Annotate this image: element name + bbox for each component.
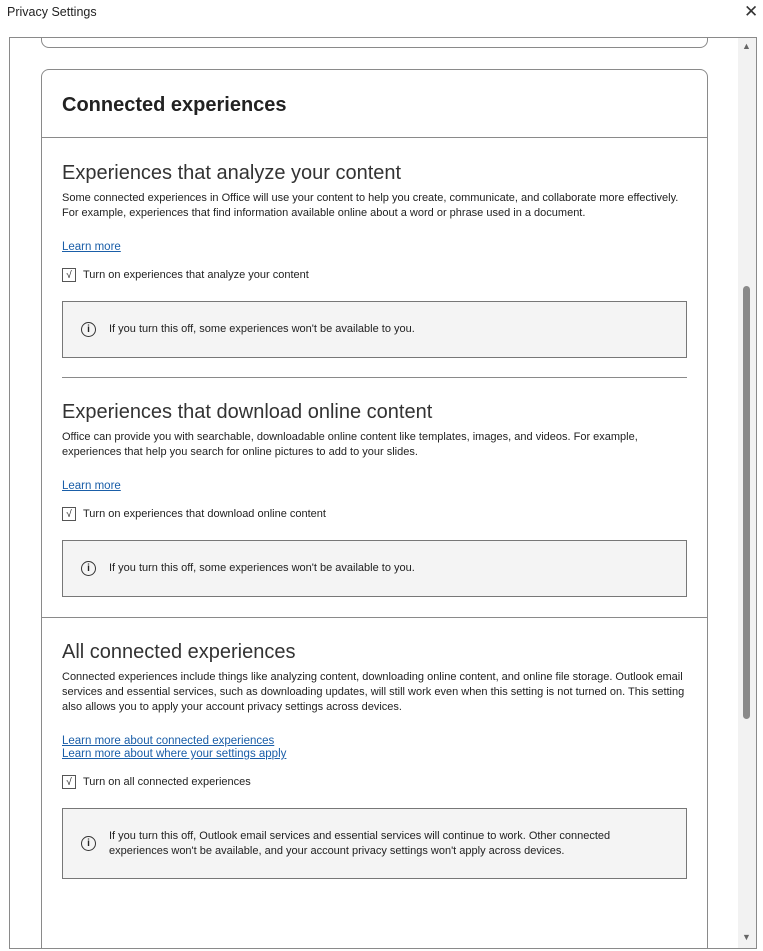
section-heading: Experiences that download online content <box>62 401 433 423</box>
analyze-content-checkbox[interactable] <box>62 268 687 282</box>
checkbox-label: Turn on all connected experiences <box>83 776 251 788</box>
vertical-scrollbar[interactable] <box>738 38 757 948</box>
scrollbar-thumb[interactable] <box>743 286 750 719</box>
settings-scroll-area <box>9 37 757 949</box>
divider <box>42 617 707 618</box>
window-title: Privacy Settings <box>7 5 97 19</box>
learn-more-settings-link[interactable]: Learn more about where your settings apply <box>62 748 287 760</box>
scroll-down-icon[interactable]: ▼ <box>742 932 751 942</box>
info-icon: i <box>81 561 96 576</box>
divider <box>62 377 687 378</box>
info-box <box>62 808 687 879</box>
all-connected-checkbox[interactable] <box>62 775 687 789</box>
info-icon: i <box>81 322 96 337</box>
checkbox-checked-icon[interactable]: √ <box>62 507 76 521</box>
checkbox-label: Turn on experiences that analyze your content <box>83 269 309 281</box>
info-icon: i <box>81 836 96 851</box>
connected-experiences-card <box>41 69 708 949</box>
section-body: Office can provide you with searchable, downloadable online content like templates, images, and videos. For example, experiences that help you search for online pictures to add to your slides. <box>62 431 638 458</box>
section-heading: Experiences that analyze your content <box>62 162 402 184</box>
section-download <box>42 401 707 597</box>
info-text: If you turn this off, some experiences won't be available to you. <box>109 562 415 574</box>
learn-more-link[interactable]: Learn more <box>62 241 121 253</box>
info-box <box>62 540 687 597</box>
checkbox-checked-icon[interactable]: √ <box>62 775 76 789</box>
download-content-checkbox[interactable] <box>62 507 687 521</box>
checkbox-label: Turn on experiences that download online content <box>83 508 326 520</box>
close-icon[interactable]: ✕ <box>744 2 759 21</box>
learn-more-connected-link[interactable]: Learn more about connected experiences <box>62 735 275 747</box>
scroll-up-icon[interactable]: ▲ <box>742 41 751 51</box>
info-text: If you turn this off, Outlook email services and essential services will continue to work. Other connected experiences won't be available, and your account privacy settings won't apply across devices. <box>109 829 611 857</box>
section-body: Connected experiences include things like analyzing content, downloading online content, and online file storage. Outlook email services and essential services, such as downloading updates, will still work even when this setting is not turned on. This setting also allows you to apply your account privacy settings across devices. <box>62 671 685 713</box>
section-analyze <box>42 162 707 358</box>
info-box <box>62 301 687 358</box>
previous-card <box>41 37 708 48</box>
card-title: Connected experiences <box>42 70 707 138</box>
section-all <box>42 641 707 879</box>
learn-more-link[interactable]: Learn more <box>62 480 121 492</box>
section-body: Some connected experiences in Office will use your content to help you create, communicate, and collaborate more effectively. For example, experiences that find information available online about a word or phrase used in a document. <box>62 192 679 219</box>
info-text: If you turn this off, some experiences won't be available to you. <box>109 323 415 335</box>
section-heading: All connected experiences <box>62 641 296 663</box>
checkbox-checked-icon[interactable]: √ <box>62 268 76 282</box>
